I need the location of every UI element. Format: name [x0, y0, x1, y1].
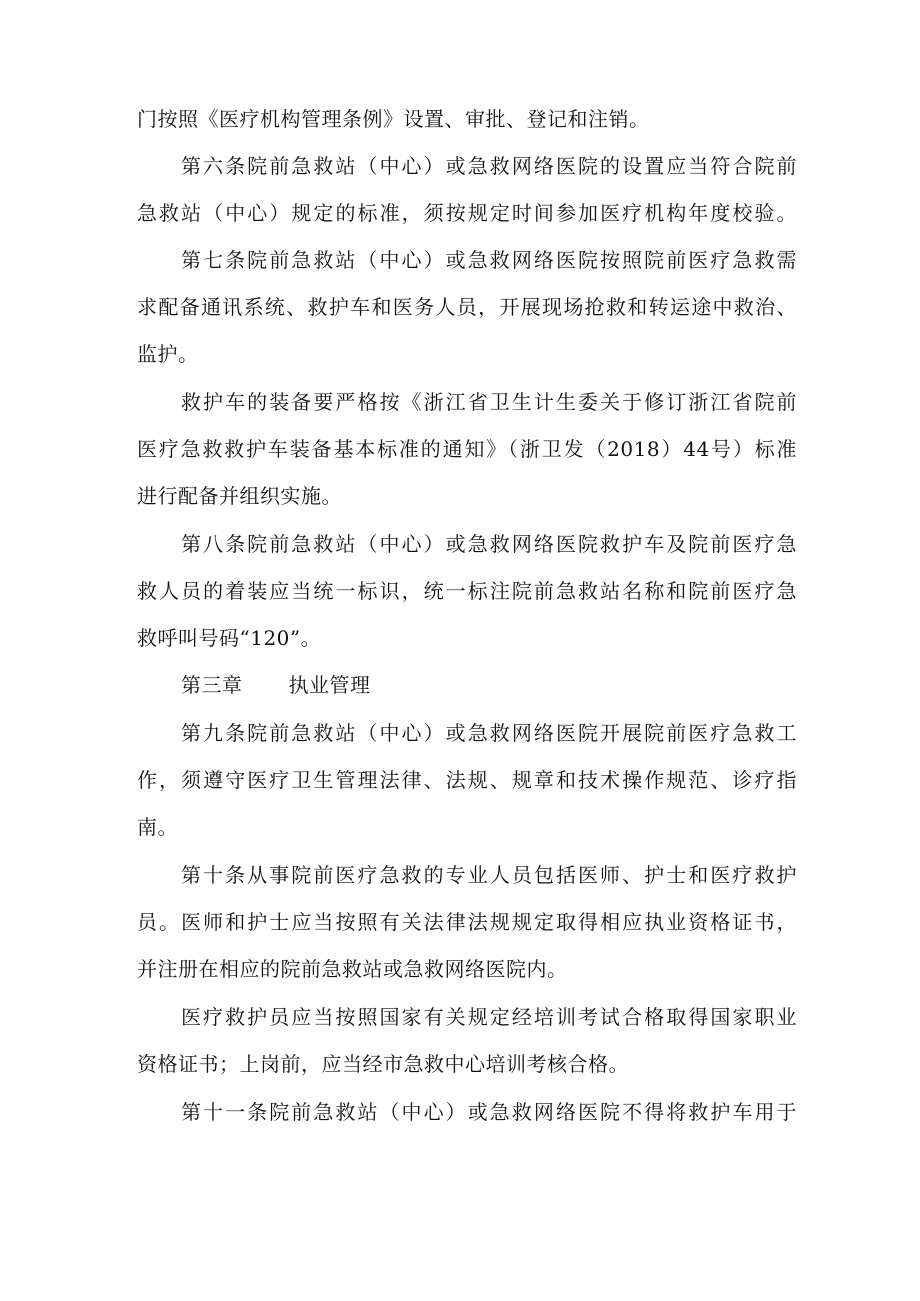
text-line-14: 作，须遵守医疗卫生管理法律、法规、规章和技术操作规范、诊疗指 [137, 768, 797, 792]
text-line-11: 救人员的着装应当统一标识，统一标注院前急救站名称和院前医疗急 [137, 579, 797, 603]
chapter-heading [181, 672, 371, 698]
text-line-4: 第七条院前急救站（中心）或急救网络医院按照院前医疗急救需 [181, 248, 797, 272]
text-line-17: 员。医师和护士应当按照有关法律法规规定取得相应执业资格证书， [137, 910, 797, 934]
text-line-5: 求配备通讯系统、救护车和医务人员，开展现场抢救和转运途中救治、 [137, 295, 797, 319]
chapter-title: 执业管理 [288, 673, 371, 697]
text-line-18: 并注册在相应的院前急救站或急救网络医院内。 [137, 957, 568, 981]
chapter-number: 第三章 [181, 673, 243, 697]
text-line-3: 急救站（中心）规定的标准，须按规定时间参加医疗机构年度校验。 [137, 201, 797, 225]
text-line-20: 资格证书；上岗前，应当经市急救中心培训考核合格。 [137, 1052, 629, 1076]
text-line-7: 救护车的装备要严格按《浙江省卫生计生委关于修订浙江省院前 [181, 390, 797, 414]
text-line-15: 南。 [137, 815, 178, 839]
text-line-6: 监护。 [137, 342, 199, 366]
text-line-16: 第十条从事院前医疗急救的专业人员包括医师、护士和医疗救护 [181, 863, 797, 887]
text-line-21: 第十一条院前急救站（中心）或急救网络医院不得将救护车用于 [181, 1100, 797, 1124]
text-line-12: 救呼叫号码“120”。 [137, 626, 322, 650]
text-line-1: 门按照《医疗机构管理条例》设置、审批、登记和注销。 [137, 107, 650, 131]
text-line-13: 第九条院前急救站（中心）或急救网络医院开展院前医疗急救工 [181, 721, 797, 745]
text-line-8: 医疗急救救护车装备基本标准的通知》（浙卫发（2018）44号）标准 [137, 437, 797, 461]
text-line-19: 医疗救护员应当按照国家有关规定经培训考试合格取得国家职业 [181, 1005, 797, 1029]
text-line-10: 第八条院前急救站（中心）或急救网络医院救护车及院前医疗急 [181, 532, 797, 556]
text-line-2: 第六条院前急救站（中心）或急救网络医院的设置应当符合院前 [181, 154, 797, 178]
text-line-9: 进行配备并组织实施。 [137, 484, 342, 508]
